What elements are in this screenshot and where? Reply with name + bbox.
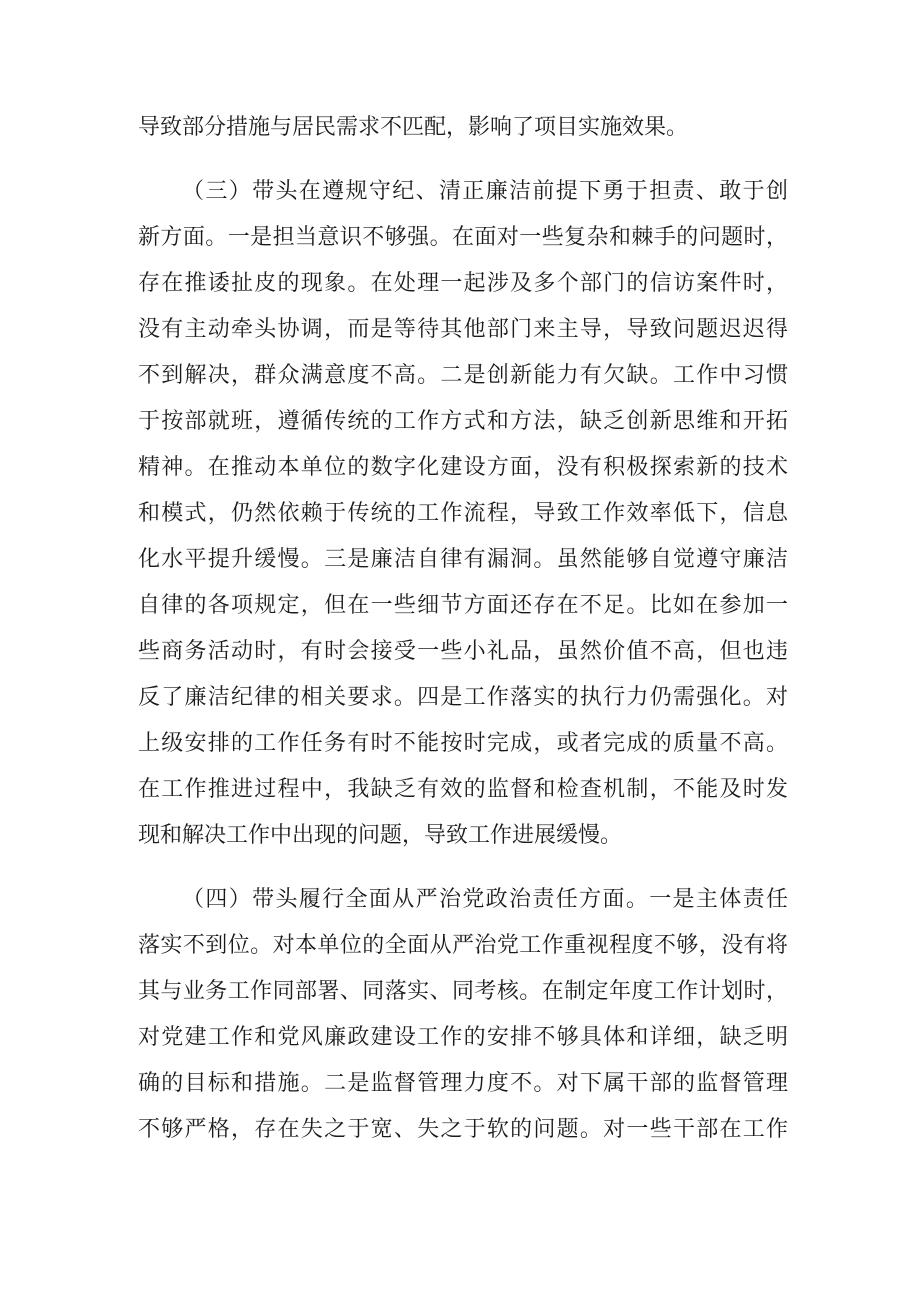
paragraph-line: 反了廉洁纪律的相关要求。四是工作落实的执行力仍需强化。对	[138, 685, 788, 710]
paragraph-line: 新方面。一是担当意识不够强。在面对一些复杂和棘手的问题时，	[138, 225, 788, 250]
paragraph-line: 其与业务工作同部署、同落实、同考核。在制定年度工作计划时，	[138, 979, 788, 1004]
paragraph-line: 不够严格，存在失之于宽、失之于软的问题。对一些干部在工作	[138, 1117, 788, 1142]
paragraph-line: 不到解决，群众满意度不高。二是创新能力有欠缺。工作中习惯	[138, 363, 788, 388]
paragraph-line: 对党建工作和党风廉政建设工作的安排不够具体和详细，缺乏明	[138, 1025, 788, 1050]
paragraph-line: 些商务活动时，有时会接受一些小礼品，虽然价值不高，但也违	[138, 639, 788, 664]
paragraph-line: （三）带头在遵规守纪、清正廉洁前提下勇于担责、敢于创	[182, 179, 788, 204]
paragraph-line: 在工作推进过程中，我缺乏有效的监督和检查机制，不能及时发	[138, 777, 788, 802]
paragraph-line: 确的目标和措施。二是监督管理力度不。对下属干部的监督管理	[138, 1071, 788, 1096]
paragraph-line: 存在推诿扯皮的现象。在处理一起涉及多个部门的信访案件时，	[138, 271, 788, 296]
paragraph-line: 没有主动牵头协调，而是等待其他部门来主导，导致问题迟迟得	[138, 317, 788, 342]
paragraph-line: 于按部就班，遵循传统的工作方式和方法，缺乏创新思维和开拓	[138, 409, 788, 434]
paragraph-line: 落实不到位。对本单位的全面从严治党工作重视程度不够，没有将	[138, 933, 788, 958]
paragraph-line: 和模式，仍然依赖于传统的工作流程，导致工作效率低下，信息	[138, 501, 788, 526]
paragraph-line: 自律的各项规定，但在一些细节方面还存在不足。比如在参加一	[138, 593, 788, 618]
paragraph-line: 现和解决工作中出现的问题，导致工作进展缓慢。	[138, 823, 623, 848]
paragraph-line: 导致部分措施与居民需求不匹配，影响了项目实施效果。	[138, 115, 689, 140]
paragraph-line: 上级安排的工作任务有时不能按时完成，或者完成的质量不高。	[138, 731, 788, 756]
paragraph-line: （四）带头履行全面从严治党政治责任方面。一是主体责任	[182, 887, 788, 912]
paragraph-line: 精神。在推动本单位的数字化建设方面，没有积极探索新的技术	[138, 455, 788, 480]
paragraph-line: 化水平提升缓慢。三是廉洁自律有漏洞。虽然能够自觉遵守廉洁	[138, 547, 788, 572]
